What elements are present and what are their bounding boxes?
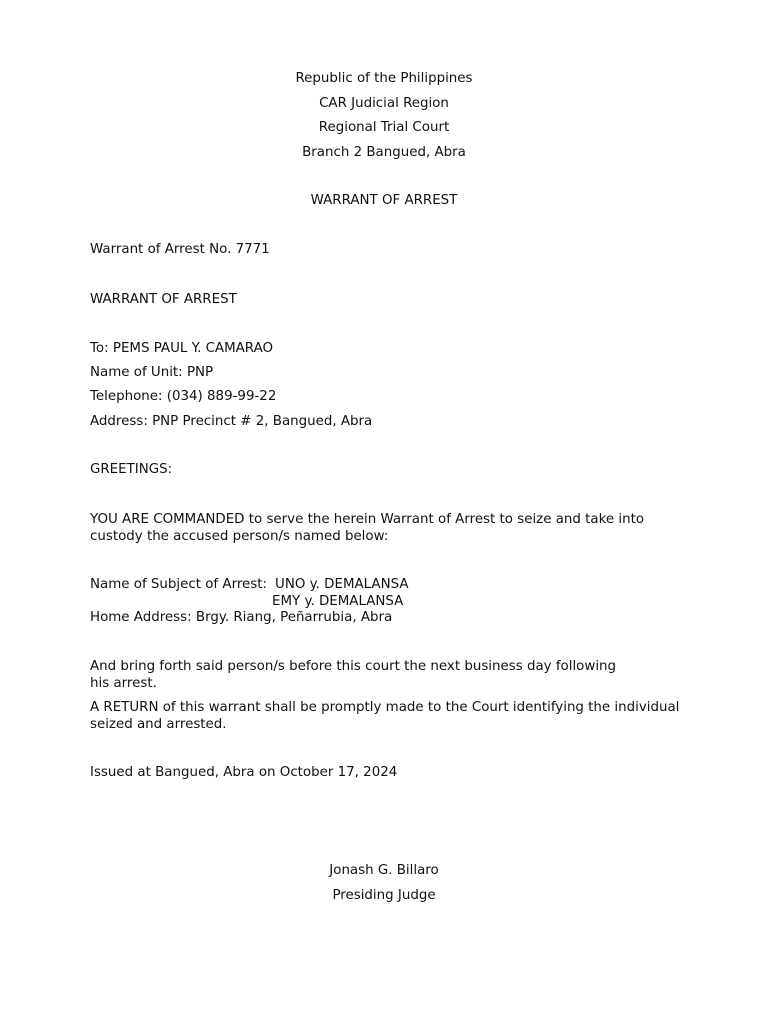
header-country: Republic of the Philippines xyxy=(295,71,473,86)
bring-forth-paragraph: And bring forth said person/s before this court the next business day following his arrest. xyxy=(90,659,617,691)
header-court: Regional Trial Court xyxy=(318,120,450,135)
document-title: WARRANT OF ARREST xyxy=(310,193,458,208)
subject-label: Name of Subject of Arrest: xyxy=(90,577,268,592)
command-paragraph: YOU ARE COMMANDED to serve the herein Warrant of Arrest to seize and take into custody the accused person/s named below: xyxy=(90,512,645,544)
warrant-number: Warrant of Arrest No. 7771 xyxy=(90,242,270,257)
recipient-to: To: PEMS PAUL Y. CAMARAO xyxy=(90,341,274,356)
recipient-telephone: Telephone: (034) 889-99-22 xyxy=(90,389,277,404)
recipient-unit: Name of Unit: PNP xyxy=(90,365,214,380)
recipient-address: Address: PNP Precinct # 2, Bangued, Abra xyxy=(90,414,373,429)
document-subtitle: WARRANT OF ARREST xyxy=(90,292,237,307)
signatory-title: Presiding Judge xyxy=(332,888,436,903)
subject-line xyxy=(90,577,409,593)
subject-home-address: Home Address: Brgy. Riang, Peñarrubia, Abra xyxy=(90,610,393,625)
return-paragraph: A RETURN of this warrant shall be promptly made to the Court identifying the individual seized and arrested. xyxy=(90,700,680,732)
header-region: CAR Judicial Region xyxy=(319,96,449,111)
greetings: GREETINGS: xyxy=(90,462,173,477)
subject-name-1: UNO y. DEMALANSA xyxy=(275,577,409,592)
issued-statement: Issued at Bangued, Abra on October 17, 2024 xyxy=(90,765,398,780)
header-branch: Branch 2 Bangued, Abra xyxy=(302,145,466,160)
signatory-name: Jonash G. Billaro xyxy=(329,863,439,878)
subject-name-2: EMY y. DEMALANSA xyxy=(272,594,404,609)
